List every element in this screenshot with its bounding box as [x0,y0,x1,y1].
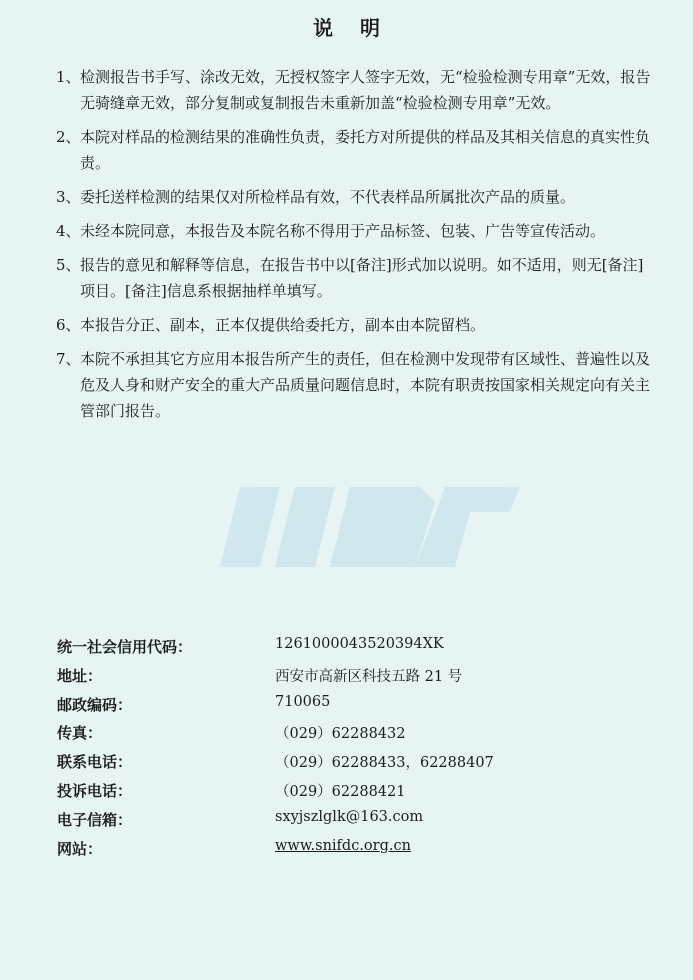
contact-info [57,636,617,866]
email-value: sxyjszlglk@163.com [275,808,424,825]
note-text: 报告的意见和解释等信息，在报告书中以[备注]形式加以说明。如不适用，则无[备注]项目。[备注]信息系根据抽样单填写。 [80,256,644,300]
note-text: 本院不承担其它方应用本报告所产生的责任，但在检测中发现带有区域性、普遍性以及危及人身和财产安全的重大产品质量问题信息时，本院有职责按国家相关规定向有关主管部门报告。 [80,350,651,420]
credit-code-label: 统一社会信用代码： [57,638,193,656]
complaint-value: （029）62288421 [275,783,406,800]
note-item [56,218,656,244]
note-text: 本院对样品的检测结果的准确性负责，委托方对所提供的样品及其相关信息的真实性负责。 [80,128,651,172]
note-number: 6、 [56,316,81,334]
fax-label: 传真： [57,724,103,743]
note-item [56,184,656,210]
email-row [57,809,617,838]
phone-row [57,751,617,780]
address-row [57,665,617,694]
note-item [56,346,656,424]
fax-value: （029）62288432 [275,726,406,743]
note-number: 2、 [56,128,81,146]
note-item [56,124,656,176]
website-link[interactable]: www.snifdc.org.cn [275,837,411,854]
notes-list [56,64,656,432]
credit-code-value: 1261000043520394XK [275,636,444,652]
phone-label: 联系电话： [57,753,133,772]
complaint-label: 投诉电话： [57,781,133,800]
note-text: 本报告分正、副本，正本仅提供给委托方，副本由本院留档。 [80,316,486,334]
note-text: 委托送样检测的结果仅对所检样品有效，不代表样品所属批次产品的质量。 [80,188,576,206]
website-row [57,838,617,867]
note-item [56,252,656,304]
postcode-label: 邮政编码： [57,695,133,714]
watermark-logo [220,472,520,582]
note-item [56,64,656,116]
note-item [56,312,656,338]
fax-row [57,722,617,751]
page-title: 说 明 [313,16,390,40]
address-label: 地址： [57,666,103,685]
complaint-row [57,780,617,809]
note-number: 4、 [56,222,81,240]
note-text: 未经本院同意，本报告及本院名称不得用于产品标签、包装、广告等宣传活动。 [80,222,606,240]
credit-code-row [57,636,617,665]
postcode-row [57,694,617,723]
note-text: 检测报告书手写、涂改无效，无授权签字人签字无效，无“检验检测专用章”无效，报告无骑缝章无效，部分复制或复制报告未重新加盖“检验检测专用章”无效。 [80,68,651,112]
note-number: 3、 [56,188,81,206]
email-label: 电子信箱： [57,810,133,829]
website-label: 网站： [57,839,103,858]
note-number: 5、 [56,256,81,274]
postcode-value: 710065 [275,693,331,710]
note-number: 1、 [56,68,81,86]
phone-value: （029）62288433，62288407 [275,755,494,772]
note-number: 7、 [56,350,81,368]
address-value: 西安市高新区科技五路 21 号 [275,668,463,685]
